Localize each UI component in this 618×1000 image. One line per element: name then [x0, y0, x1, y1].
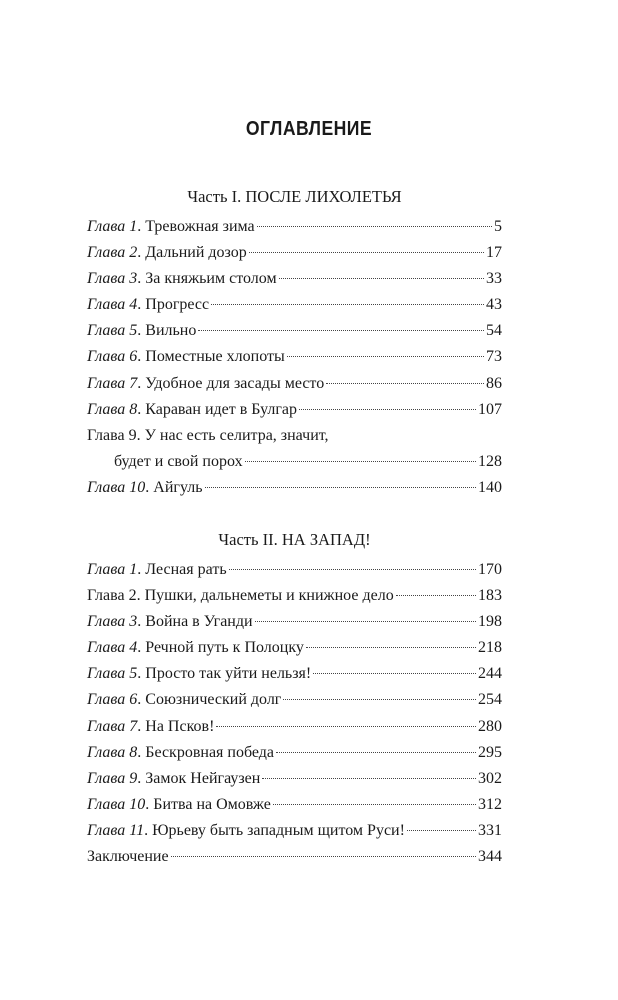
chapter-label: Глава 7: [87, 374, 138, 392]
dot-leader: [326, 373, 484, 384]
chapter-title: . Лесная рать: [137, 561, 227, 578]
chapter-label: Глава 6: [87, 348, 138, 366]
page-number: 280: [478, 717, 502, 735]
chapter-title: . Замок Нейгаузен: [137, 769, 261, 787]
dot-leader: [211, 294, 484, 305]
chapter-title: . Битва на Омовже: [145, 795, 271, 813]
chapter-label: Глава 1: [87, 218, 138, 235]
chapter-label: Глава 6: [87, 691, 138, 709]
page-number: 170: [478, 561, 502, 578]
toc-entry: [87, 662, 502, 688]
chapter-title: . Союзнический долг: [137, 691, 282, 709]
toc-entry: [87, 319, 502, 345]
chapter-title: . Речной путь к Полоцку: [137, 639, 304, 657]
page-number: 128: [478, 452, 502, 470]
chapter-label: Глава 3: [87, 613, 138, 631]
chapter-title: . На Псков!: [137, 717, 215, 735]
page-number: 43: [486, 296, 502, 314]
toc-entry-line: [87, 424, 502, 450]
chapter-title: . Дальний дозор: [137, 244, 247, 262]
dot-leader: [276, 742, 476, 753]
part-section: [87, 185, 502, 502]
page-number: 107: [478, 400, 502, 418]
dot-leader: [279, 268, 484, 279]
chapter-title: . У нас есть селитра, значит,: [136, 426, 329, 444]
chapter-label: Глава 4: [87, 296, 138, 314]
part-section: [87, 528, 502, 871]
toc-entry: [87, 398, 502, 424]
dot-leader: [407, 820, 476, 831]
dot-leader: [245, 451, 476, 462]
dot-leader: [205, 477, 476, 488]
dot-leader: [287, 346, 484, 357]
toc-entry: [87, 715, 502, 741]
chapter-title: . Пушки, дальнеметы и книжное дело: [136, 587, 394, 605]
page-number: 73: [486, 348, 502, 366]
toc-entry: [87, 267, 502, 293]
dot-leader: [283, 689, 476, 700]
page-number: 54: [486, 322, 502, 340]
chapter-title-continued: будет и свой порох: [114, 452, 243, 470]
page-number: 86: [486, 374, 502, 392]
chapter-label: Глава 5: [87, 665, 138, 683]
chapter-label: Глава 10: [87, 795, 146, 813]
chapter-label: Глава 9: [87, 426, 137, 444]
dot-leader: [229, 559, 476, 570]
chapter-title: . Вильно: [137, 322, 197, 340]
dot-leader: [249, 242, 484, 253]
dot-leader: [171, 846, 476, 857]
dot-leader: [198, 320, 484, 331]
chapter-label: Глава 3: [87, 270, 138, 288]
toc-entry: [87, 476, 502, 502]
dot-leader: [273, 794, 476, 805]
chapter-label: Глава 4: [87, 639, 138, 657]
chapter-label: Глава 11: [87, 821, 145, 839]
chapter-label: Глава 1: [87, 561, 138, 578]
page-number: 244: [478, 665, 502, 683]
toc-entry: [87, 741, 502, 767]
chapter-label: Глава 5: [87, 322, 138, 340]
page-number: 17: [486, 244, 502, 262]
page-number: 33: [486, 270, 502, 288]
chapter-label: Глава 9: [87, 769, 138, 787]
chapter-label: Глава 2: [87, 587, 137, 605]
dot-leader: [255, 611, 476, 622]
toc-entry: [87, 688, 502, 714]
dot-leader: [396, 585, 476, 596]
toc-entry-line: [87, 450, 502, 476]
page-number: 295: [478, 743, 502, 761]
chapter-label: Глава 7: [87, 717, 138, 735]
dot-leader: [299, 399, 476, 410]
page-title: ОГЛАВЛЕНИЕ: [245, 118, 373, 140]
toc-entry: [87, 793, 502, 819]
toc-entry: [87, 424, 502, 476]
chapter-label: Глава 2: [87, 244, 138, 262]
toc-entry: [87, 767, 502, 793]
chapter-label: Глава 8: [87, 400, 138, 418]
chapter-title: . Тревожная зима: [137, 218, 255, 235]
part-heading: Часть I. ПОСЛЕ ЛИХОЛЕТЬЯ: [187, 187, 402, 206]
chapter-title: . Караван идет в Булгар: [137, 400, 298, 418]
page-number: 218: [478, 639, 502, 657]
dot-leader: [306, 637, 476, 648]
dot-leader: [313, 663, 476, 674]
chapter-title: . За княжьим столом: [137, 270, 277, 288]
toc-entry: [87, 584, 502, 610]
toc-entry: [87, 558, 502, 584]
page-number: 183: [478, 587, 502, 605]
toc-entry: [87, 372, 502, 398]
toc-entry: [87, 293, 502, 319]
toc-entry: [87, 610, 502, 636]
toc-entry: [87, 215, 502, 241]
page-number: 254: [478, 691, 502, 709]
chapter-label: Глава 8: [87, 743, 138, 761]
page-number: 331: [478, 821, 502, 839]
chapter-title: . Юрьеву быть западным щитом Руси!: [144, 821, 405, 839]
page-number: 140: [478, 478, 502, 496]
chapter-title: . Удобное для засады место: [137, 374, 325, 392]
page-number: 302: [478, 769, 502, 787]
page-number: 198: [478, 613, 502, 631]
page-number: 344: [478, 848, 502, 866]
chapter-title: . Айгуль: [145, 478, 203, 496]
chapter-title: . Поместные хлопоты: [137, 348, 285, 366]
toc-entry: [87, 345, 502, 371]
chapter-title: . Бескровная победа: [137, 743, 275, 761]
chapter-title: . Прогресс: [137, 296, 210, 314]
chapter-title: . Война в Уганди: [137, 613, 253, 631]
dot-leader: [262, 768, 476, 779]
toc-entry: [87, 241, 502, 267]
page-number: 312: [478, 795, 502, 813]
dot-leader: [216, 716, 476, 727]
page-number: 5: [494, 218, 502, 235]
chapter-title: . Просто так уйти нельзя!: [137, 665, 312, 683]
part-heading: Часть II. НА ЗАПАД!: [218, 530, 371, 549]
dot-leader: [257, 216, 492, 227]
toc-entry: [87, 845, 502, 871]
chapter-label: Глава 10: [87, 478, 146, 496]
chapter-title: Заключение: [87, 848, 169, 866]
toc-entry: [87, 636, 502, 662]
toc-entry: [87, 819, 502, 845]
